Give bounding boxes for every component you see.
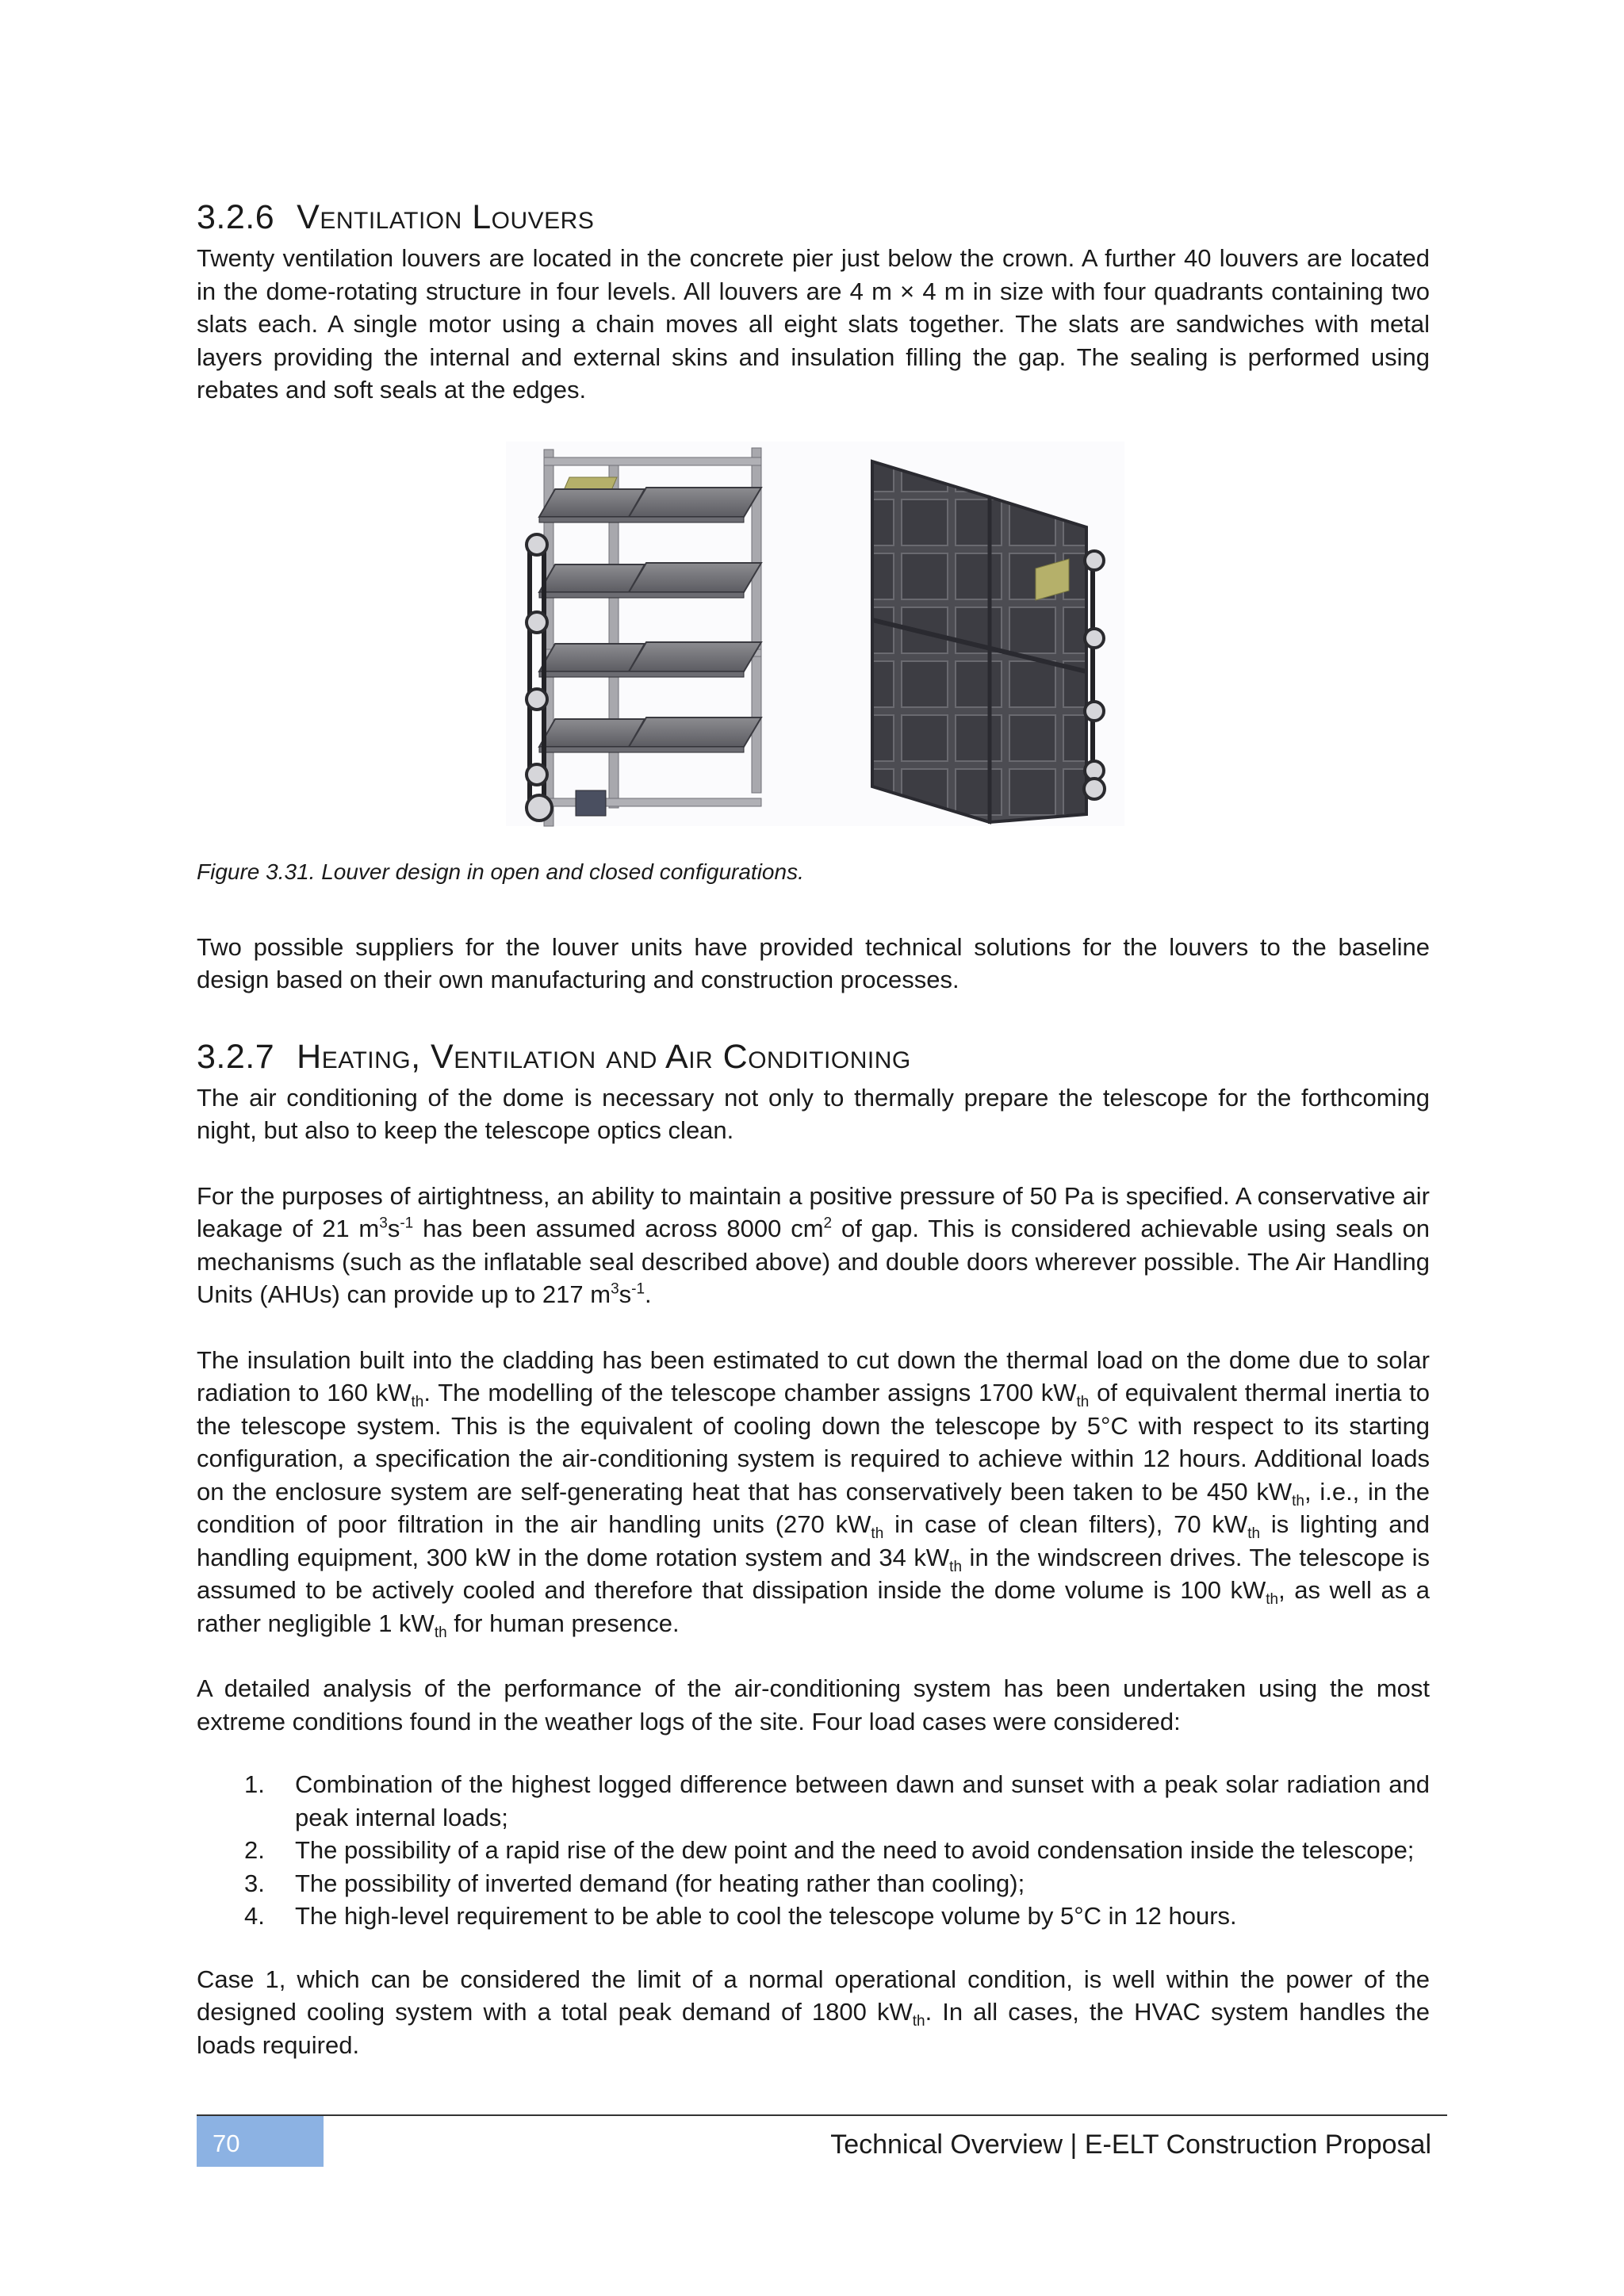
page-number: 70 <box>213 2130 240 2157</box>
insulation-paragraph: The insulation built into the cladding has been estimated to cut down the thermal load on the dome due to solar radiation to 160 $kW_{th}$. The modelling of the telescope chamber assigns 1700 $kW_{th}$ of equivalent thermal inertia to the telescope system. This is the equivalent of cooling down the telescope by 5°C with respect to its starting configuration, a specification the air-conditioning system is required to achieve within 12 hours. Additional loads on the enclosure system are self-generating heat that has conservatively been taken to be 450 $kW_{th}$, i.e., in the condition of poor filtration in the air handling units (270 $kW_{th}$ in case of clean filters), 70 $kW_{th}$ is lighting and handling equipment, 300 kW in the dome rotation system and 34 $kW_{th}$ in the windscreen drives. The telescope is assumed to be actively cooled and therefore that dissipation inside the dome volume is 100 $kW_{th}$, as well as a rather negligible 1 $kW_{th}$ for human presence. <box>197 1345 1431 1641</box>
open-louver-drawing <box>527 448 761 826</box>
list-item: 2. The possibility of a rapid rise of the dew point and the need to avoid condensation inside the telescope; <box>244 1836 1415 1864</box>
airtightness-paragraph: For the purposes of airtightness, an ability to maintain a positive pressure of 50 Pa is specified. A conservative air leakage of 21 $m^3s^{-1}$ has been assumed across 8000 $cm^2$ of gap. This is considered achievable using seals on mechanisms (such as the inflatable seal described above) and double doors wherever possible. The Air Handling Units (AHUs) can provide up to 217 $m^3s^{-1}$. <box>197 1181 1431 1308</box>
page-content <box>197 198 1430 2061</box>
list-item: 4. The high-level requirement to be able to cool the telescope volume by 5°C in 12 hours. <box>244 1902 1237 1930</box>
section-heading-3-2-6 <box>197 198 1430 237</box>
suppliers-paragraph: Two possible suppliers for the louver units have provided technical solutions for the louvers to the baseline design based on their own manufacturing and construction processes. <box>197 932 1430 993</box>
louver-figure <box>197 442 1430 842</box>
analysis-paragraph: A detailed analysis of the performance of the air-conditioning system has been undertaken using the most extreme conditions found in the weather logs of the site. Four load cases were considered: <box>197 1674 1430 1735</box>
figure-caption: Figure 3.31. Louver design in open and closed configurations. <box>197 859 804 884</box>
hvac-intro-paragraph: The air conditioning of the dome is necessary not only to thermally prepare the telescope for the forthcoming night, but also to keep the telescope optics clean. <box>197 1083 1430 1144</box>
louvers-paragraph: Twenty ventilation louvers are located in the concrete pier just below the crown. A further 40 louvers are located in the dome-rotating structure in four levels. All louvers are 4 m × 4 m in size with four quadrants containing two slats each. A single motor using a chain moves all eight slats together. The slats are sandwiches with metal layers providing the internal and external skins and insulation filling the gap. The sealing is performed using rebates and soft seals at the edges. <box>197 244 1430 404</box>
closed-louver-drawing <box>872 461 1105 822</box>
section-number: 3.2.6 <box>197 198 275 236</box>
section-heading-3-2-7 <box>197 1038 1430 1077</box>
list-item: 3. The possibility of inverted demand (for heating rather than cooling); <box>244 1869 1025 1897</box>
section-number: 3.2.7 <box>197 1037 275 1076</box>
load-cases-list <box>197 1768 1430 1933</box>
conclusion-paragraph: Case 1, which can be considered the limit of a normal operational condition, is well within the power of the designed cooling system with a total peak demand of 1800 $kW_{th}$. In all cases, the HVAC system handles the loads required. <box>197 1965 1430 2059</box>
footer-title: Technical Overview | E-ELT Construction Proposal <box>830 2130 1431 2160</box>
louver-illustration <box>197 442 1430 842</box>
section-title: Heating, Ventilation and Air Conditioning <box>297 1037 911 1076</box>
section-title: Ventilation Louvers <box>297 198 595 236</box>
list-item: 1. Combination of the highest logged difference between dawn and sunset with a peak solar radiation and peak internal loads; <box>244 1770 1430 1831</box>
footer-rule <box>197 2114 1447 2116</box>
